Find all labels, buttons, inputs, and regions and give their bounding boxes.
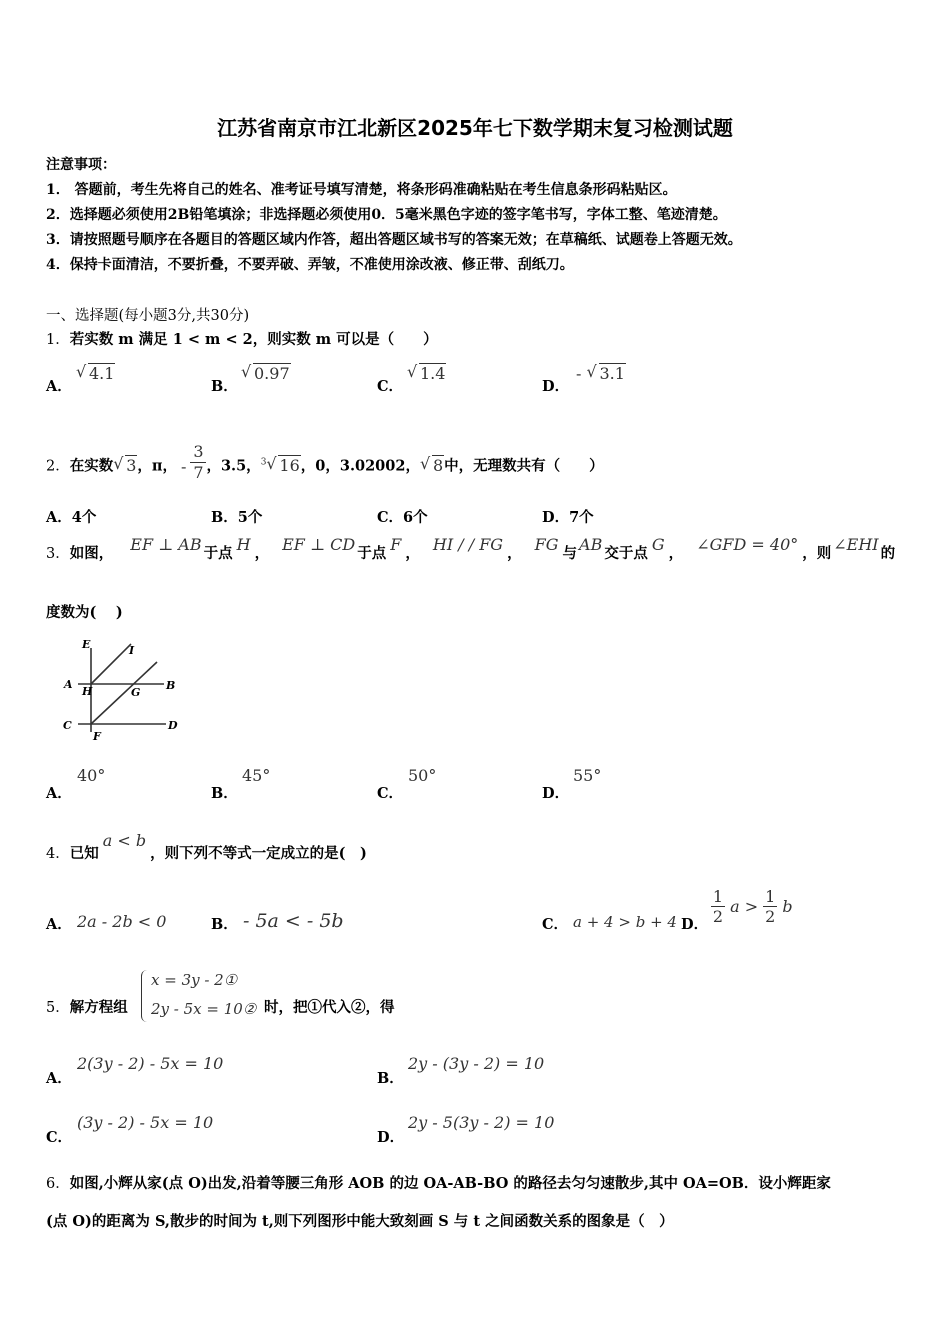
q2-option-c[interactable]: C．6个 [377, 509, 428, 526]
q2-sqrt3: 3 [126, 455, 137, 475]
q3-p8: 交于点 [604, 545, 648, 562]
q3-stem [46, 535, 906, 563]
q5-value-d: 2y - 5(3y - 2) = 10 [408, 1113, 555, 1132]
q3-p4: 于点 [357, 545, 387, 562]
q3-p5: ， [405, 545, 420, 562]
q4-pre: 已知 [69, 845, 99, 862]
q3-figure [58, 634, 186, 746]
q3-p2: 于点 [203, 545, 233, 562]
q5-stem [46, 996, 128, 1017]
note-item-3: 3．请按照题号顺序在各题目的答题区域内作答，超出答题区域书写的答案无效；在草稿纸、试题卷上答题无效。 [46, 232, 742, 248]
q2-frac-den: 7 [193, 463, 204, 482]
q4-option-b[interactable]: B． [211, 916, 238, 933]
q2-neg-sign: - [181, 457, 187, 476]
q2-pre: 在实数 [69, 457, 114, 475]
q1-value-a [76, 364, 115, 383]
q1-radicand-a: 4.1 [89, 364, 115, 383]
q1-radicand-d: 3.1 [599, 364, 625, 383]
q5-eq2: 2y - 5x = 10② [151, 1000, 257, 1018]
label-c: C [63, 719, 72, 732]
q2-stem [46, 442, 604, 487]
q5-option-c[interactable]: C． [46, 1129, 73, 1146]
q2-option-d[interactable]: D．7个 [542, 509, 594, 526]
q1-radicand-b: 0.97 [254, 364, 290, 383]
label-e: E [82, 638, 91, 651]
q4-d-b: b [782, 897, 793, 916]
q2-cube-index: 3 [260, 457, 267, 468]
q6-stem [46, 1172, 831, 1193]
note-item-4: 4．保持卡面清洁，不要折叠，不要弄破、弄皱，不准使用涂改液、修正带、刮纸刀。 [46, 257, 574, 273]
q3-m2: H [236, 535, 251, 554]
q1-value-c [407, 364, 446, 383]
q3-p11: 的 [880, 545, 896, 562]
q5-value-b: 2y - (3y - 2) = 10 [408, 1054, 545, 1073]
q4-d-den2: 2 [765, 907, 776, 926]
label-f: F [93, 730, 101, 743]
q1-label-d: D． [542, 378, 570, 395]
q3-m6: FG [534, 535, 559, 554]
q4-condition: a < b [102, 831, 147, 850]
q2-mid: ，3.5， [206, 457, 261, 475]
label-a: A [64, 678, 73, 691]
q3-option-b[interactable]: B． [211, 785, 238, 802]
q3-value-a: 40° [77, 766, 106, 785]
q3-m5: HI / / FG [432, 535, 504, 554]
q5-eq1: x = 3y - 2① [151, 971, 238, 989]
q5-option-d[interactable]: D． [377, 1129, 405, 1146]
page-title: 江苏省南京市江北新区2025年七下数学期末复习检测试题 [217, 116, 733, 140]
q1-sign-d: - [576, 364, 582, 383]
line-hi [91, 644, 131, 684]
q4-d-a: a > [730, 897, 759, 916]
q2-mid2: ，0，3.02002， [300, 457, 420, 475]
q1-label-a: A． [46, 378, 72, 395]
q2-post: 中，无理数共有（ ） [444, 457, 604, 475]
q1-number: 1． [46, 332, 70, 348]
q3-p6: ， [507, 545, 522, 562]
q1-option-d[interactable] [542, 375, 569, 396]
q2-option-a[interactable]: A．4个 [46, 509, 97, 526]
q3-option-a[interactable]: A． [46, 785, 72, 802]
q5-option-a[interactable]: A． [46, 1070, 72, 1087]
q4-stem [46, 831, 367, 863]
q3-value-c: 50° [408, 766, 437, 785]
q1-stem [46, 328, 438, 349]
q2-sqrt8: 8 [432, 455, 444, 475]
q4-number: 4． [46, 846, 70, 862]
q3-option-c[interactable]: C． [377, 785, 404, 802]
section-heading: 一、选择题(每小题3分,共30分) [46, 308, 250, 324]
label-h: H [82, 685, 93, 698]
q3-number: 3． [46, 546, 70, 562]
q1-text: 若实数 m 满足 1 < m < 2，则实数 m 可以是（ ） [69, 331, 438, 348]
label-g: G [131, 686, 141, 699]
q2-pi: ，π， [137, 457, 178, 475]
q6-stem-line2: (点 O)的距离为 S,散步的时间为 t,则下列图形中能大致刻画 S 与 t 之间函数关系的图象是（ ） [46, 1213, 674, 1230]
q1-value-d [576, 364, 626, 383]
q3-stem-line2: 度数为( ) [46, 604, 123, 621]
notes-heading: 注意事项： [46, 157, 116, 173]
q5-option-b[interactable]: B． [377, 1070, 404, 1087]
q3-m8: G [651, 535, 665, 554]
q1-option-a[interactable] [46, 375, 72, 396]
q4-option-a[interactable]: A． [46, 916, 72, 933]
q3-m7: AB [579, 535, 603, 554]
q4-d-num1: 1 [712, 887, 724, 906]
q5-post: 时，把①代入②，得 [264, 999, 395, 1016]
q1-option-b[interactable] [211, 375, 238, 396]
q2-option-b[interactable]: B．5个 [211, 509, 263, 526]
q2-number: 2． [46, 458, 70, 475]
q3-m1: EF ⊥ AB [130, 535, 202, 554]
q5-pre: 解方程组 [69, 999, 128, 1016]
q5-value-c: (3y - 2) - 5x = 10 [77, 1113, 214, 1132]
q4-value-c: a + 4 > b + 4 [573, 913, 677, 931]
note-item-1: 1． 答题前，考生先将自己的姓名、准考证号填写清楚，将条形码准确粘贴在考生信息条形码粘贴区。 [46, 182, 677, 198]
q3-m4: F [390, 535, 402, 554]
q3-value-b: 45° [242, 766, 271, 785]
q6-line1: 如图,小辉从家(点 O)出发,沿着等腰三角形 AOB 的边 OA-AB-BO 的路径去匀匀速散步,其中 OA=OB．设小辉距家 [69, 1175, 831, 1192]
q1-value-b [241, 364, 291, 383]
note-item-2: 2．选择题必须使用2B铅笔填涂；非选择题必须使用0．5毫米黑色字迹的签字笔书写，字体工整、笔迹清楚。 [46, 207, 727, 223]
q5-number: 5． [46, 1000, 70, 1016]
q3-p3: ， [254, 545, 270, 562]
q4-value-b: - 5a < - 5b [243, 910, 344, 932]
q3-m10: ∠EHI [833, 535, 879, 554]
label-d: D [168, 719, 178, 732]
q1-option-c[interactable] [377, 375, 403, 396]
q3-p10: ，则 [802, 545, 832, 562]
q4-d-num2: 1 [765, 887, 776, 906]
label-i: I [129, 644, 135, 657]
q5-brace [141, 970, 148, 1022]
q4-post: ，则下列不等式一定成立的是( ) [150, 845, 367, 862]
q1-radicand-c: 1.4 [420, 364, 446, 383]
q4-value-a: 2a - 2b < 0 [77, 912, 167, 931]
q3-m9: ∠GFD = 40° [696, 535, 799, 554]
q4-d-den1: 2 [712, 907, 724, 926]
q2-cbrt16: 16 [279, 455, 300, 475]
q3-p7: 与 [562, 545, 578, 562]
q2-frac-num: 3 [190, 442, 206, 463]
line-fg [91, 662, 157, 724]
q4-option-d[interactable]: D． [681, 916, 709, 933]
q5-value-a: 2(3y - 2) - 5x = 10 [77, 1054, 224, 1073]
q3-p1: 如图， [69, 545, 114, 562]
label-b: B [166, 679, 176, 692]
q3-m3: EF ⊥ CD [282, 535, 356, 554]
q3-value-d: 55° [573, 766, 602, 785]
q4-value-d [711, 887, 793, 926]
q1-label-c: C． [377, 378, 404, 395]
q3-option-d[interactable]: D． [542, 785, 570, 802]
q4-option-c[interactable]: C． [542, 916, 569, 933]
q3-p9: ， [668, 545, 684, 562]
q6-number: 6． [46, 1176, 70, 1192]
q1-label-b: B． [211, 378, 238, 395]
